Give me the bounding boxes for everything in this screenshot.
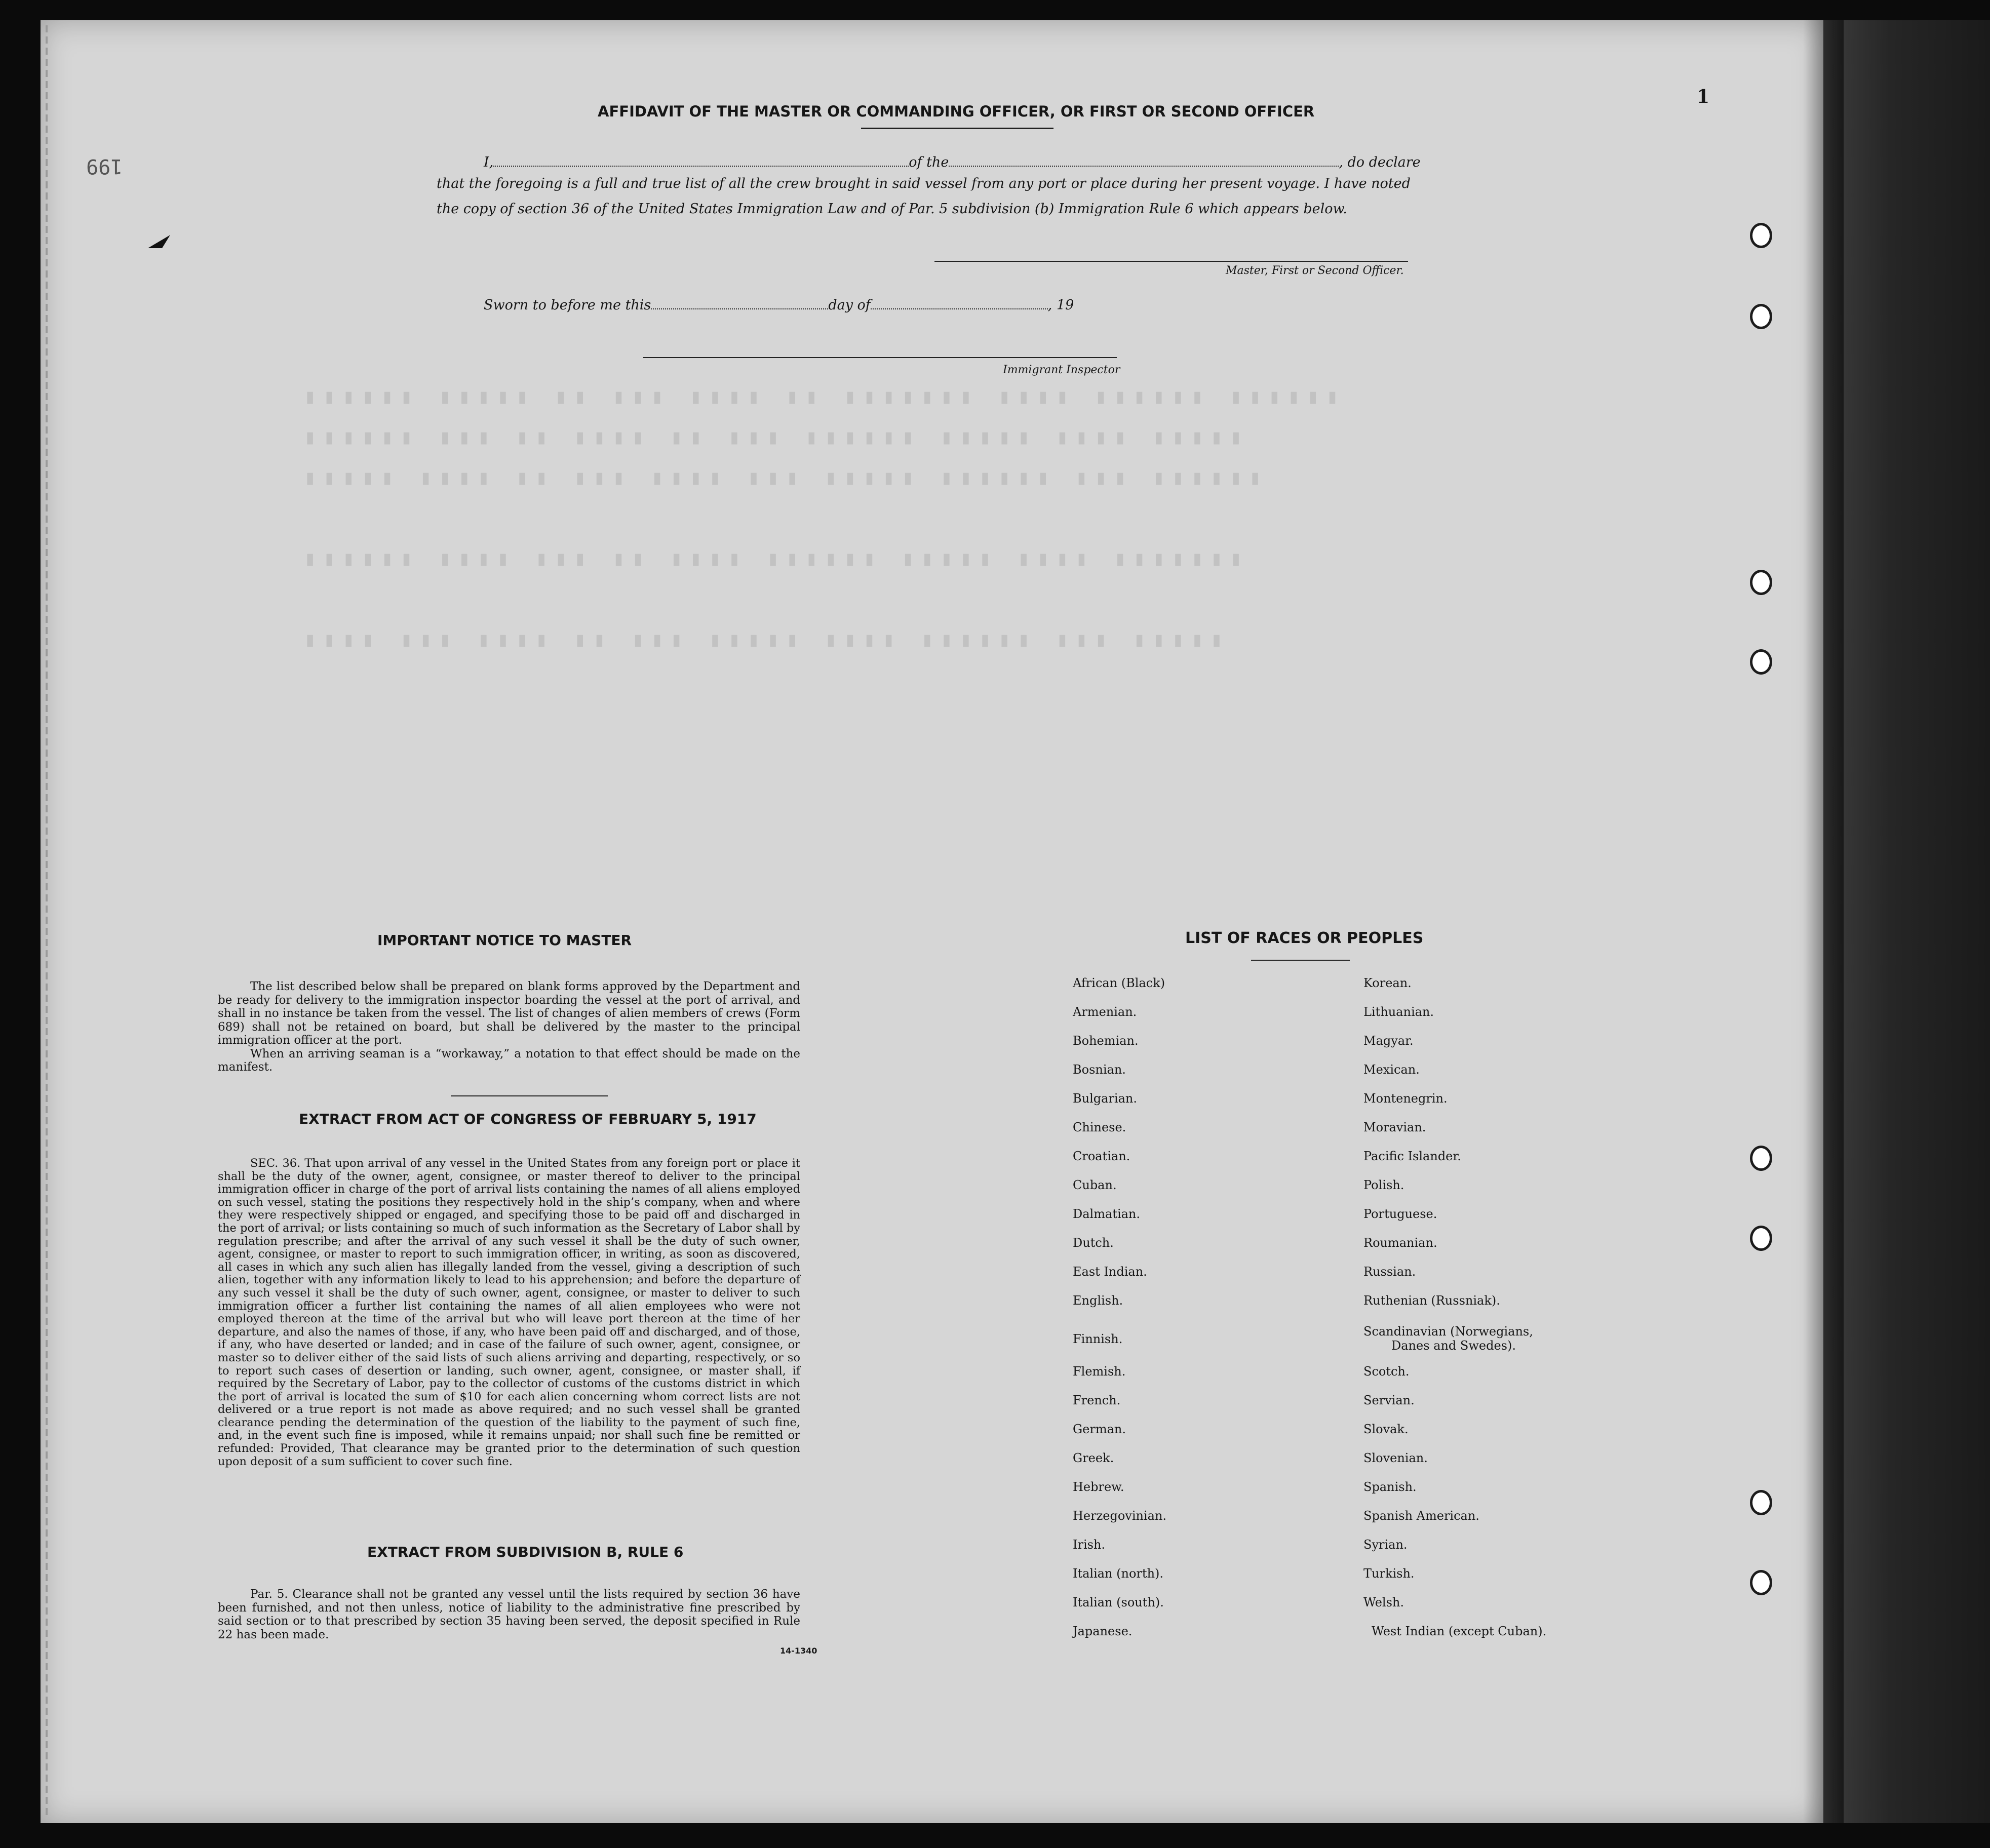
race-item: Greek. bbox=[1073, 1451, 1114, 1465]
master-signature-line[interactable] bbox=[934, 261, 1408, 262]
punch-hole-icon bbox=[1750, 570, 1772, 595]
rule-extract-title: EXTRACT FROM SUBDIVISION B, RULE 6 bbox=[367, 1544, 684, 1560]
affidavit-line-2: that the foregoing is a full and true list of all the crew brought in said vessel from any port or place during her present voyage. I have noted bbox=[437, 176, 1411, 191]
race-item: English. bbox=[1073, 1293, 1123, 1308]
race-item: Russian. bbox=[1363, 1265, 1416, 1279]
perforation-line bbox=[46, 25, 48, 1818]
punch-hole-icon bbox=[1750, 1570, 1772, 1595]
declarant-name-field[interactable] bbox=[493, 153, 909, 167]
race-item: Magyar. bbox=[1363, 1034, 1414, 1048]
race-item: Finnish. bbox=[1073, 1332, 1123, 1346]
year-prefix: , 19 bbox=[1047, 297, 1074, 313]
race-item: Irish. bbox=[1073, 1538, 1106, 1552]
act-extract-body bbox=[218, 1157, 800, 1468]
race-item: Portuguese. bbox=[1363, 1207, 1437, 1221]
race-item: West Indian (except Cuban). bbox=[1372, 1624, 1547, 1638]
race-item: Mexican. bbox=[1363, 1063, 1420, 1077]
vessel-name-field[interactable] bbox=[949, 153, 1339, 167]
notice-paragraph: The list described below shall be prepared on blank forms approved by the Department and be ready for delivery to the immigration inspector boarding the vessel at the port of arrival, and shall in no instance be taken from the vessel. The list of changes of alien members of crews (Form 689) shall not be retained on board, but shall be delivered by the master to the principal immigration officer at the port. bbox=[218, 980, 800, 1047]
rule-par-5-text: Par. 5. Clearance shall not be granted any vessel until the lists required by section 36 have been furnished, and not then unless, notice of liability to the administrative fine prescribed by said section or to that prescribed by section 35 having been served, the deposit specified in Rule 22 has been made. bbox=[218, 1588, 800, 1641]
race-item: Syrian. bbox=[1363, 1538, 1408, 1552]
do-declare-label: , do declare bbox=[1339, 154, 1421, 170]
races-title-underline bbox=[1251, 960, 1350, 961]
page-number: 199 bbox=[86, 154, 123, 178]
race-item: Danes and Swedes). bbox=[1391, 1339, 1516, 1353]
race-item: Scandinavian (Norwegians, bbox=[1363, 1324, 1533, 1339]
race-item: Spanish American. bbox=[1363, 1509, 1479, 1523]
punch-hole-icon bbox=[1750, 304, 1772, 329]
race-item: Scotch. bbox=[1363, 1364, 1410, 1379]
punch-hole-icon bbox=[1750, 1146, 1772, 1171]
bleed-through: ▮▮▮▮▮ ▮▮▮▮ ▮▮ ▮▮▮ ▮▮▮▮ ▮▮▮ ▮▮▮▮▮ ▮▮▮▮▮▮ ▮▮▮ ▮▮▮▮▮▮ bbox=[304, 466, 1269, 489]
race-item: Pacific Islander. bbox=[1363, 1149, 1461, 1163]
races-title: LIST OF RACES OR PEOPLES bbox=[1185, 929, 1424, 947]
race-item: Chinese. bbox=[1073, 1120, 1126, 1134]
bleed-through: ▮▮▮▮▮▮ ▮▮▮▮ ▮▮▮ ▮▮ ▮▮▮▮ ▮▮▮▮▮▮ ▮▮▮▮▮ ▮▮▮▮ ▮▮▮▮▮▮▮ bbox=[304, 547, 1250, 570]
notice-body bbox=[218, 980, 800, 1074]
punch-hole-icon bbox=[1750, 649, 1772, 675]
race-item: Bohemian. bbox=[1073, 1034, 1139, 1048]
of-the-label: of the bbox=[909, 154, 949, 170]
sworn-prefix: Sworn to before me this bbox=[484, 297, 651, 313]
section-divider bbox=[451, 1095, 608, 1096]
race-item: Armenian. bbox=[1073, 1005, 1137, 1019]
punch-hole-icon bbox=[1750, 1226, 1772, 1251]
race-item: Servian. bbox=[1363, 1393, 1415, 1407]
sworn-line bbox=[484, 296, 1074, 313]
inspector-signature-line[interactable] bbox=[643, 357, 1117, 358]
race-item: Spanish. bbox=[1363, 1480, 1417, 1494]
act-extract-title: EXTRACT FROM ACT OF CONGRESS OF FEBRUARY 5, 1917 bbox=[299, 1111, 757, 1127]
race-item: Flemish. bbox=[1073, 1364, 1126, 1379]
sworn-day-field[interactable] bbox=[651, 296, 828, 309]
bleed-through: ▮▮▮▮▮▮ ▮▮▮▮▮ ▮▮ ▮▮▮ ▮▮▮▮ ▮▮ ▮▮▮▮▮▮▮ ▮▮▮▮ ▮▮▮▮▮▮ ▮▮▮▮▮▮ bbox=[304, 385, 1346, 408]
race-item: Turkish. bbox=[1363, 1566, 1415, 1581]
race-item: German. bbox=[1073, 1422, 1126, 1436]
race-item: French. bbox=[1073, 1393, 1121, 1407]
paper-sheet bbox=[41, 20, 1823, 1823]
race-item: Dutch. bbox=[1073, 1236, 1114, 1250]
race-item: Slovak. bbox=[1363, 1422, 1409, 1436]
race-item: Bosnian. bbox=[1073, 1063, 1126, 1077]
bleed-through: ▮▮▮▮ ▮▮▮ ▮▮▮▮ ▮▮ ▮▮▮ ▮▮▮▮▮ ▮▮▮▮ ▮▮▮▮▮▮ ▮▮▮ ▮▮▮▮▮ bbox=[304, 628, 1230, 651]
race-item: Welsh. bbox=[1363, 1595, 1404, 1609]
arrow-mark-icon bbox=[147, 233, 172, 253]
punch-hole-icon bbox=[1750, 1490, 1772, 1515]
notice-paragraph: When an arriving seaman is a “workaway,” a notation to that effect should be made on the manifest. bbox=[218, 1047, 800, 1074]
race-item: Hebrew. bbox=[1073, 1480, 1124, 1494]
race-item: East Indian. bbox=[1073, 1265, 1147, 1279]
bleed-through: ▮▮▮▮▮▮ ▮▮▮ ▮▮ ▮▮▮▮ ▮▮ ▮▮▮ ▮▮▮▮▮▮ ▮▮▮▮▮ ▮▮▮▮ ▮▮▮▮▮ bbox=[304, 425, 1250, 449]
race-item: Roumanian. bbox=[1363, 1236, 1437, 1250]
race-item: Croatian. bbox=[1073, 1149, 1130, 1163]
race-item: Moravian. bbox=[1363, 1120, 1426, 1134]
master-signature-caption: Master, First or Second Officer. bbox=[1226, 264, 1404, 277]
affidavit-line-3: the copy of section 36 of the United States Immigration Law and of Par. 5 subdivision (b) Immigration Rule 6 which appears below. bbox=[437, 201, 1348, 217]
race-item: Polish. bbox=[1363, 1178, 1404, 1192]
race-item: Lithuanian. bbox=[1363, 1005, 1434, 1019]
punch-hole-icon bbox=[1750, 223, 1772, 248]
race-item: Slovenian. bbox=[1363, 1451, 1428, 1465]
inspector-caption: Immigrant Inspector bbox=[1003, 364, 1120, 376]
race-item: African (Black) bbox=[1073, 976, 1165, 990]
race-item: Korean. bbox=[1363, 976, 1412, 990]
corner-mark: 1 bbox=[1697, 86, 1710, 107]
form-number: 14-1340 bbox=[780, 1646, 817, 1656]
affidavit-line-1 bbox=[484, 153, 1421, 170]
race-item: Ruthenian (Russniak). bbox=[1363, 1293, 1500, 1308]
race-item: Italian (north). bbox=[1073, 1566, 1164, 1581]
race-item: Montenegrin. bbox=[1363, 1091, 1448, 1106]
binding-strip bbox=[1823, 20, 1990, 1823]
act-section-36-text: SEC. 36. That upon arrival of any vessel in the United States from any foreign port or place it shall be the duty of the owner, agent, consignee, or master thereof to deliver to the principal immigration officer in charge of the port of arrival lists containing the names of all aliens employed on such vessel, stating the positions they respectively hold in the ship’s company, when and where they were respectively shipped or engaged, and specifying those to be paid off and discharged in the port of arrival; or lists containing so much of such information as the Secretary of Labor shall by regulation prescribe; and after the arrival of any such vessel it shall be the duty of such owner, agent, consignee, or master to report to such immigration officer, in writing, as soon as discovered, all cases in which any such alien has illegally landed from the vessel, giving a description of such alien, together with any information likely to lead to his apprehension; and before the departure of any such vessel it shall be the duty of such owner, agent, consignee, or master to deliver to such immigration officer a further list containing the names of all alien employees who were not employed thereon at the time of the arrival but who will leave port thereon at the time of her departure, and also the names of those, if any, who have been paid off and discharged, and of those, if any, who have deserted or landed; and in case of the failure of such owner, agent, consignee, or master so to deliver either of the said lists of such aliens arriving and departing, respectively, or so to report such cases of desertion or landing, such owner, agent, consignee, or master shall, if required by the Secretary of Labor, pay to the collector of customs of the customs district in which the port of arrival is located the sum of $10 for each alien concerning whom correct lists are not delivered or a true report is not made as above required; and no such vessel shall be granted clearance pending the determination of the question of the liability to the payment of such fine, and, in the event such fine is imposed, while it remains unpaid; nor shall such fine be remitted or refunded: Provided, That clearance may be granted prior to the determination of such question upon deposit of a sum sufficient to cover such fine. bbox=[218, 1157, 800, 1468]
affidavit-title: AFFIDAVIT OF THE MASTER OR COMMANDING OFFICER, OR FIRST OR SECOND OFFICER bbox=[598, 103, 1315, 120]
notice-title: IMPORTANT NOTICE TO MASTER bbox=[377, 932, 632, 949]
day-of-label: day of bbox=[828, 297, 871, 313]
race-item: Japanese. bbox=[1073, 1624, 1133, 1638]
race-item: Herzegovinian. bbox=[1073, 1509, 1167, 1523]
race-item: Italian (south). bbox=[1073, 1595, 1164, 1609]
race-item: Cuban. bbox=[1073, 1178, 1117, 1192]
rule-extract-body bbox=[218, 1588, 800, 1641]
sworn-month-field[interactable] bbox=[871, 296, 1048, 309]
race-item: Bulgarian. bbox=[1073, 1091, 1137, 1106]
page-shadow bbox=[1803, 20, 1844, 1823]
declarant-prefix: I, bbox=[484, 154, 494, 170]
title-underline bbox=[861, 128, 1053, 129]
race-item: Dalmatian. bbox=[1073, 1207, 1141, 1221]
